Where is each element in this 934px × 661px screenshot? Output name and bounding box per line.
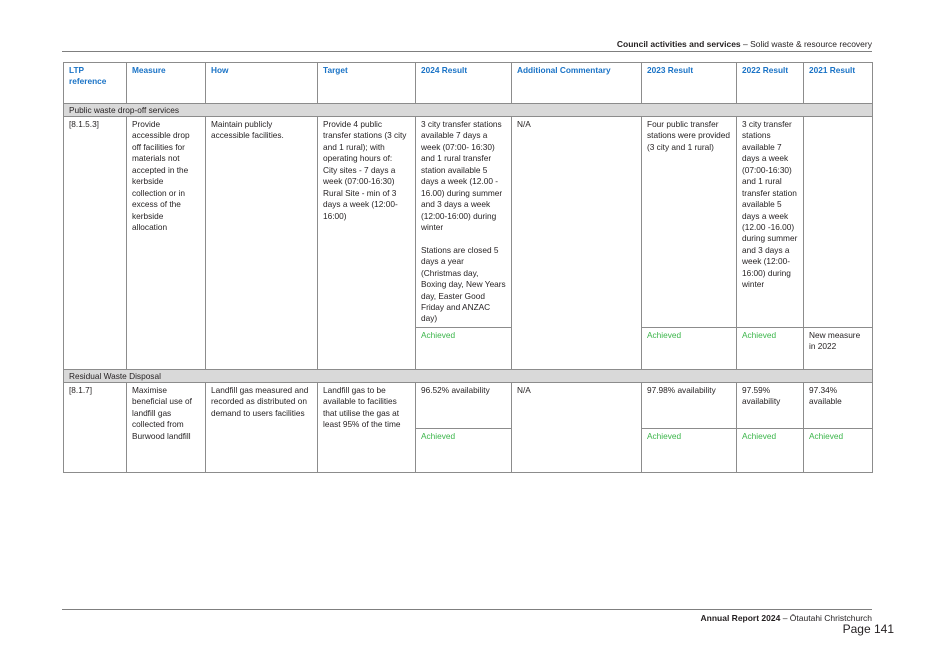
cell-2021-result: 97.34% available (804, 382, 873, 428)
footer-report: Annual Report 2024 (700, 613, 781, 623)
cell-measure: Maximise beneficial use of landfill gas collected from Burwood landfill (127, 382, 206, 472)
table-header-row (64, 63, 873, 104)
cell-measure: Provide accessible drop off facilities for materials not accepted in the kerbside collection or in excess of the kerbside allocation (127, 117, 206, 370)
col-2023-result: 2023 Result (642, 63, 737, 104)
cell-ltp: [8.1.5.3] (64, 117, 127, 370)
status-2024: Achieved (416, 327, 512, 369)
footer-rule (62, 609, 872, 610)
cell-2022-result: 97.59% availability (737, 382, 804, 428)
section-title: Residual Waste Disposal (64, 369, 873, 382)
status-2022: Achieved (737, 428, 804, 472)
running-header (617, 39, 872, 49)
page-number: Page 141 (842, 622, 894, 636)
col-how: How (206, 63, 318, 104)
cell-2024-result: 96.52% availability (416, 382, 512, 428)
footer-city: Ōtautahi Christchurch (789, 613, 872, 623)
col-target: Target (318, 63, 416, 104)
header-separator: – (740, 39, 751, 49)
header-section: Council activities and services (616, 39, 741, 49)
cell-2022-result: 3 city transfer stations available 7 days a week (07:00-16:30) and 1 rural transfer station available 5 days a week (12.00 -16.00) during summer and 3 days a week (12:00-16:00) during winter (737, 117, 804, 328)
cell-2024-result: 3 city transfer stations available 7 days a week (07:00- 16:30) and 1 rural transfer station available 5 days a week (12.00 - 16.00) during summer and 3 days a week (12:00-16:00) during winter Stations are closed 5 days a year (Christmas day, Boxing day, New Years day, Easter Good Friday and ANZAC day) (416, 117, 512, 328)
cell-ltp: [8.1.7] (64, 382, 127, 472)
cell-2023-result: Four public transfer stations were provided (3 city and 1 rural) (642, 117, 737, 328)
status-2021: Achieved (804, 428, 873, 472)
section-row (64, 369, 873, 382)
cell-commentary: N/A (512, 117, 642, 370)
cell-2021-result (804, 117, 873, 328)
cell-commentary: N/A (512, 382, 642, 472)
header-subsection: Solid waste & resource recovery (750, 39, 872, 49)
header-rule (62, 51, 872, 52)
status-2024: Achieved (416, 428, 512, 472)
table-row (64, 382, 873, 428)
status-2023: Achieved (642, 327, 737, 369)
cell-target: Landfill gas to be available to facilities that utilise the gas at least 95% of the time (318, 382, 416, 472)
section-title: Public waste drop-off services (64, 104, 873, 117)
status-2022: Achieved (737, 327, 804, 369)
col-2022-result: 2022 Result (737, 63, 804, 104)
section-row (64, 104, 873, 117)
col-additional-commentary: Additional Commentary (512, 63, 642, 104)
cell-how: Maintain publicly accessible facilities. (206, 117, 318, 370)
cell-target: Provide 4 public transfer stations (3 city and 1 rural); with operating hours of: City sites - 7 days a week (07:00-16:30) Rural Site - min of 3 days a week (12:00-16:00) (318, 117, 416, 370)
table-row (64, 117, 873, 328)
col-ltp-reference: LTP reference (64, 63, 127, 104)
status-2023: Achieved (642, 428, 737, 472)
col-2024-result: 2024 Result (416, 63, 512, 104)
col-measure: Measure (127, 63, 206, 104)
cell-2023-result: 97.98% availability (642, 382, 737, 428)
cell-how: Landfill gas measured and recorded as distributed on demand to users facilities (206, 382, 318, 472)
col-2021-result: 2021 Result (804, 63, 873, 104)
status-2021: New measure in 2022 (804, 327, 873, 369)
performance-table (63, 62, 873, 473)
footer-separator: – (780, 613, 790, 623)
